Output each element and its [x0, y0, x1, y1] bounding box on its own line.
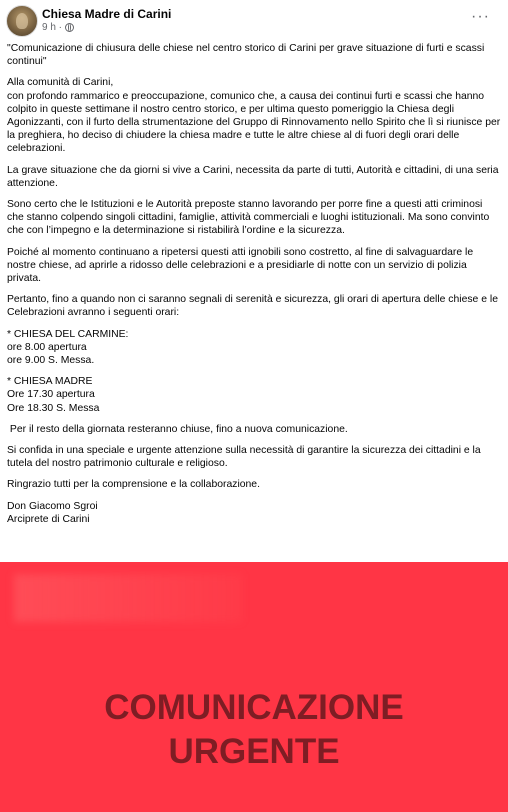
- page-name-link[interactable]: Chiesa Madre di Carini: [42, 7, 172, 21]
- schedule-line: Ore 17.30 apertura: [7, 389, 95, 401]
- post-paragraph: Si confida in una speciale e urgente attenzione sulla necessità di garantire la sicurezza dei cittadini e la tutela del nostro patrimonio culturale e religioso.: [7, 445, 481, 470]
- more-options-icon[interactable]: ···: [471, 8, 490, 25]
- banner-line-1: COMUNICAZIONE: [104, 688, 404, 727]
- post-time[interactable]: 9 h ·: [42, 22, 63, 33]
- image-banner-text: [0, 686, 508, 774]
- schedule-madre: [7, 375, 501, 415]
- post-paragraph: [7, 76, 501, 155]
- blurred-overlay: [14, 574, 242, 622]
- greeting: Alla comunità di Carini,: [7, 77, 114, 89]
- signature-title: Arciprete di Carini: [7, 513, 90, 525]
- signature: [7, 500, 501, 526]
- post-paragraph: La grave situazione che da giorni si vive a Carini, necessita da parte di tutti, Autorità e cittadini, di una seria attenzione.: [7, 164, 499, 189]
- schedule-title: * CHIESA DEL CARMINE:: [7, 328, 129, 340]
- schedule-line: ore 9.00 S. Messa.: [7, 355, 95, 367]
- post-paragraph: Sono certo che le Istituzioni e le Autorità preposte stanno lavorando per porre fine a questi atti criminosi che stanno colpendo singoli cittadini, famiglie, attività commerciali e luoghi istituzionali. Ma sono convinto che con l’impegno e la determinazione si ristabilirà l’ordine e la sicurezza.: [7, 199, 490, 237]
- banner-line-2: URGENTE: [168, 732, 340, 771]
- globe-icon: [65, 23, 74, 32]
- post-header: [0, 0, 508, 38]
- schedule-line: ore 8.00 apertura: [7, 341, 87, 353]
- page-avatar[interactable]: [6, 5, 38, 37]
- post-text: [7, 42, 501, 534]
- post-quote: "Comunicazione di chiusura delle chiese nel centro storico di Carini per grave situazione di furti e scassi continui": [7, 43, 485, 68]
- schedule-title: * CHIESA MADRE: [7, 376, 93, 388]
- post-paragraph: Poiché al momento continuano a ripetersi questi atti ignobili sono costretto, al fine di salvaguardare le nostre chiese, ad aprirle a ridosso delle celebrazioni e a presidiarle di notte con un servizio di polizia privata.: [7, 246, 474, 285]
- schedule-line: Ore 18.30 S. Messa: [7, 402, 100, 414]
- post-meta: [42, 22, 74, 33]
- schedule-carmine: [7, 328, 501, 368]
- post-paragraph: Ringrazio tutti per la comprensione e la collaborazione.: [7, 479, 260, 491]
- signature-name: Don Giacomo Sgroi: [7, 500, 98, 512]
- paragraph-text: con profondo rammarico e preoccupazione, comunico che, a causa dei continui furti e scassi che hanno colpito in queste settimane il nostro centro storico, e per ultima questo pomeriggio la Chiesa degli Agonizzanti, con il furto della strumentazione del Gruppo di Rinnovamento nello Spirito che lì si riunisce per la preghiera, ho deciso di chiudere la chiesa madre e tutte le altre chiese al di fuori degli orari delle celebrazioni.: [7, 90, 501, 155]
- post-paragraph: Pertanto, fino a quando non ci saranno segnali di serenità e sicurezza, gli orari di apertura delle chiese e le Celebrazioni avranno i seguenti orari:: [7, 294, 498, 319]
- post-paragraph: Per il resto della giornata resteranno chiuse, fino a nuova comunicazione.: [7, 423, 348, 435]
